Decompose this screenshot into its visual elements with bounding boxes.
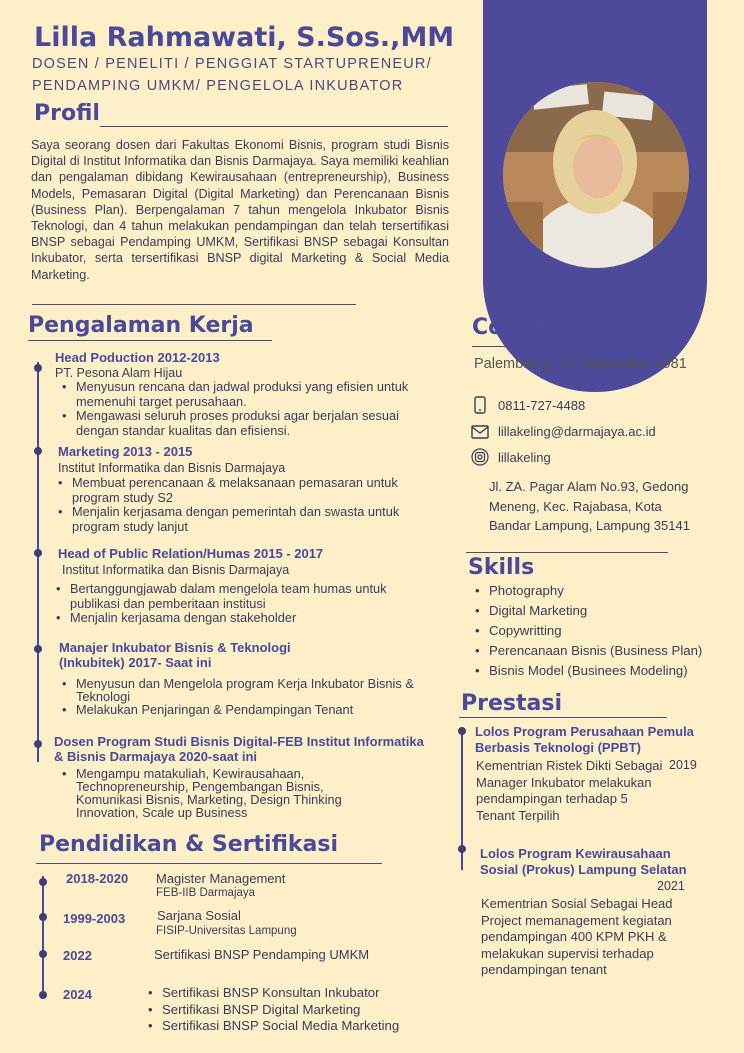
edu-year: 2022	[63, 948, 92, 963]
prestasi-year: 2021	[657, 879, 685, 893]
profil-text: Saya seorang dosen dari Fakultas Ekonomi Bisnis, program studi Bisnis Digital di Institut Informatika dan Bisnis Darmajaya. Saya memiliki keahlian dan pengalaman dibidang Kewirausahaan (entrepreneurship), Business Models, Pemasaran Digital (Digital Marketing) dan Perencanaan Bisnis (Business Plan). Berpengalaman 7 tahun mengelola Inkubator Bisnis Teknologi, dan 4 tahun melakukan pendampingan dan telah tersertifikasi BNSP sebagai Pendamping UMKM, Sertifikasi BNSP sebagai Konsultan Inkubator, serta tersertifikasi BNSP digital Marketing & Social Media Marketing.	[31, 138, 449, 282]
experience-timeline	[37, 362, 39, 762]
skill-item: • Bisnis Model (Businees Modeling)	[475, 664, 737, 679]
timeline-dot	[34, 740, 42, 748]
edu-sub: FISIP-Universitas Lampung	[156, 925, 297, 937]
list-item: • Menyusun rencana dan jadwal produksi yang efisien untuk memenuhi target perusahaan.	[62, 380, 438, 409]
timeline-dot	[39, 878, 47, 886]
roles-line-1: DOSEN / PENELITI / PENGGIAT STARTUPRENEUR/	[32, 56, 432, 72]
skill-item: • Photography	[475, 584, 737, 599]
list-item: • Sertifikasi BNSP Digital Marketing	[148, 1002, 458, 1019]
prestasi-year: 2019	[669, 758, 697, 772]
skills-heading: Skills	[468, 555, 535, 580]
job-bullets	[58, 476, 408, 534]
timeline-dot	[458, 727, 466, 735]
list-item: • Melakukan Penjaringan & Pendampingan Tenant	[62, 703, 422, 716]
mail-icon	[471, 425, 487, 441]
list-item: • Bertanggungjawab dalam mengelola team humas untuk publikasi dan pemberitaan institusi	[56, 582, 406, 611]
instagram-icon	[471, 448, 489, 466]
timeline-dot	[39, 991, 47, 999]
profil-bottom-rule	[32, 304, 356, 305]
experience-rule	[28, 340, 272, 341]
prestasi-body: Kementrian Sosial Sebagai Head Project memanagement kegiatan pendampingan 400 KPM PKH & melakukan supervisi terhadap pendampingan tenant	[481, 896, 673, 977]
timeline-dot	[34, 549, 42, 557]
edu-year: 1999-2003	[63, 911, 126, 926]
contact-heading: Contact	[472, 315, 568, 340]
edu-year: 2018-2020	[66, 871, 129, 886]
education-heading: Pendidikan & Sertifikasi	[39, 832, 339, 857]
skill-item: • Perencanaan Bisnis (Business Plan)	[475, 644, 737, 659]
list-item: • Membuat perencanaan & melaksanaan pemasaran untuk program study S2	[58, 476, 408, 505]
job-title: Marketing 2013 - 2015	[58, 444, 193, 459]
edu-bullets	[148, 985, 458, 1035]
phone-icon	[472, 396, 488, 412]
address-line: Jl. ZA. Pagar Alam No.93, Gedong	[489, 479, 689, 494]
job-bullets	[62, 380, 438, 438]
birth-info: Palemban,g, 17 September 1981	[474, 356, 687, 372]
prestasi-rule	[459, 717, 667, 718]
list-item: • Sertifikasi BNSP Social Media Marketing	[148, 1018, 458, 1035]
list-item: • Mengawasi seluruh proses produksi agar berjalan sesuai dengan standar kualitas dan efisiensi.	[62, 409, 438, 438]
job-org: Institut Informatika dan Bisnis Darmajaya	[58, 461, 286, 475]
edu-main: Sarjana Sosial	[157, 908, 241, 923]
phone-number[interactable]: 0811-727-4488	[498, 398, 586, 413]
email-link[interactable]: lillakeling@darmajaya.ac.id	[498, 424, 656, 439]
job-org: PT. Pesona Alam Hijau	[55, 366, 183, 380]
job-title: Dosen Program Studi Bisnis Digital-FEB Institut Informatika & Bisnis Darmajaya 2020-saat ini	[54, 734, 424, 764]
prestasi-heading: Prestasi	[461, 691, 562, 716]
prestasi-body: Kementrian Ristek Dikti Sebagai Manager Inkubator melakukan pendampingan terhadap 5 Tenant Terpilih	[476, 758, 663, 823]
job-title: Manajer Inkubator Bisnis & Teknologi (Inkubitek) 2017- Saat ini	[59, 640, 291, 670]
job-bullets	[56, 582, 406, 626]
address	[489, 477, 690, 536]
timeline-dot	[39, 950, 47, 958]
address-line: Bandar Lampung, Lampung 35141	[489, 518, 690, 533]
profile-photo	[503, 82, 689, 268]
edu-main: Magister Management	[156, 871, 286, 886]
edu-sub: FEB-IIB Darmajaya	[156, 887, 256, 899]
skill-item: • Digital Marketing	[475, 604, 737, 619]
address-line: Meneng, Kec. Rajabasa, Kota	[489, 498, 662, 514]
profil-heading: Profil	[34, 101, 100, 126]
edu-year: 2024	[63, 987, 92, 1002]
list-item: • Mengampu matakuliah, Kewirausahaan, Technopreneurship, Pengembangan Bisnis, Komunikasi Bisnis, Marketing, Design Thinking Innovation, Scale up Business	[62, 767, 382, 819]
job-bullets	[62, 767, 382, 819]
contact-bottom-rule	[466, 552, 668, 553]
timeline-dot	[458, 845, 466, 853]
prestasi-title: Lolos Program Kewirausahaan Sosial (Prokus) Lampung Selatan	[480, 846, 687, 877]
timeline-dot	[34, 645, 42, 653]
profil-rule	[100, 126, 448, 127]
list-item: • Menjalin kerjasama dengan pemerintah dan swasta untuk program study lanjut	[58, 505, 408, 534]
list-item: • Menyusun dan Mengelola program Kerja Inkubator Bisnis & Teknologi	[62, 677, 422, 703]
name-title: Lilla Rahmawati, S.Sos.,MM	[34, 22, 455, 53]
education-timeline	[42, 876, 44, 996]
job-title: Head of Public Relation/Humas 2015 - 2017	[58, 546, 324, 561]
skill-item: • Copywritting	[475, 624, 737, 639]
experience-heading: Pengalaman Kerja	[28, 313, 254, 338]
job-bullets	[62, 677, 422, 716]
skills-list	[475, 584, 737, 684]
education-rule	[36, 863, 382, 864]
instagram-handle[interactable]: lillakeling	[498, 450, 551, 465]
timeline-dot	[34, 364, 42, 372]
job-org: Institut Informatika dan Bisnis Darmajaya	[62, 563, 290, 577]
edu-main: Sertifikasi BNSP Pendamping UMKM	[154, 947, 370, 962]
list-item: • Sertifikasi BNSP Konsultan Inkubator	[148, 985, 458, 1002]
job-title: Head Poduction 2012-2013	[55, 350, 220, 365]
roles-line-2: PENDAMPING UMKM/ PENGELOLA INKUBATOR	[32, 78, 404, 94]
list-item: • Menjalin kerjasama dengan stakeholder	[56, 611, 406, 626]
prestasi-title: Lolos Program Perusahaan Pemula Berbasis Teknologi (PPBT)	[475, 724, 694, 755]
timeline-dot	[34, 447, 42, 455]
contact-rule	[472, 346, 670, 347]
timeline-dot	[39, 913, 47, 921]
